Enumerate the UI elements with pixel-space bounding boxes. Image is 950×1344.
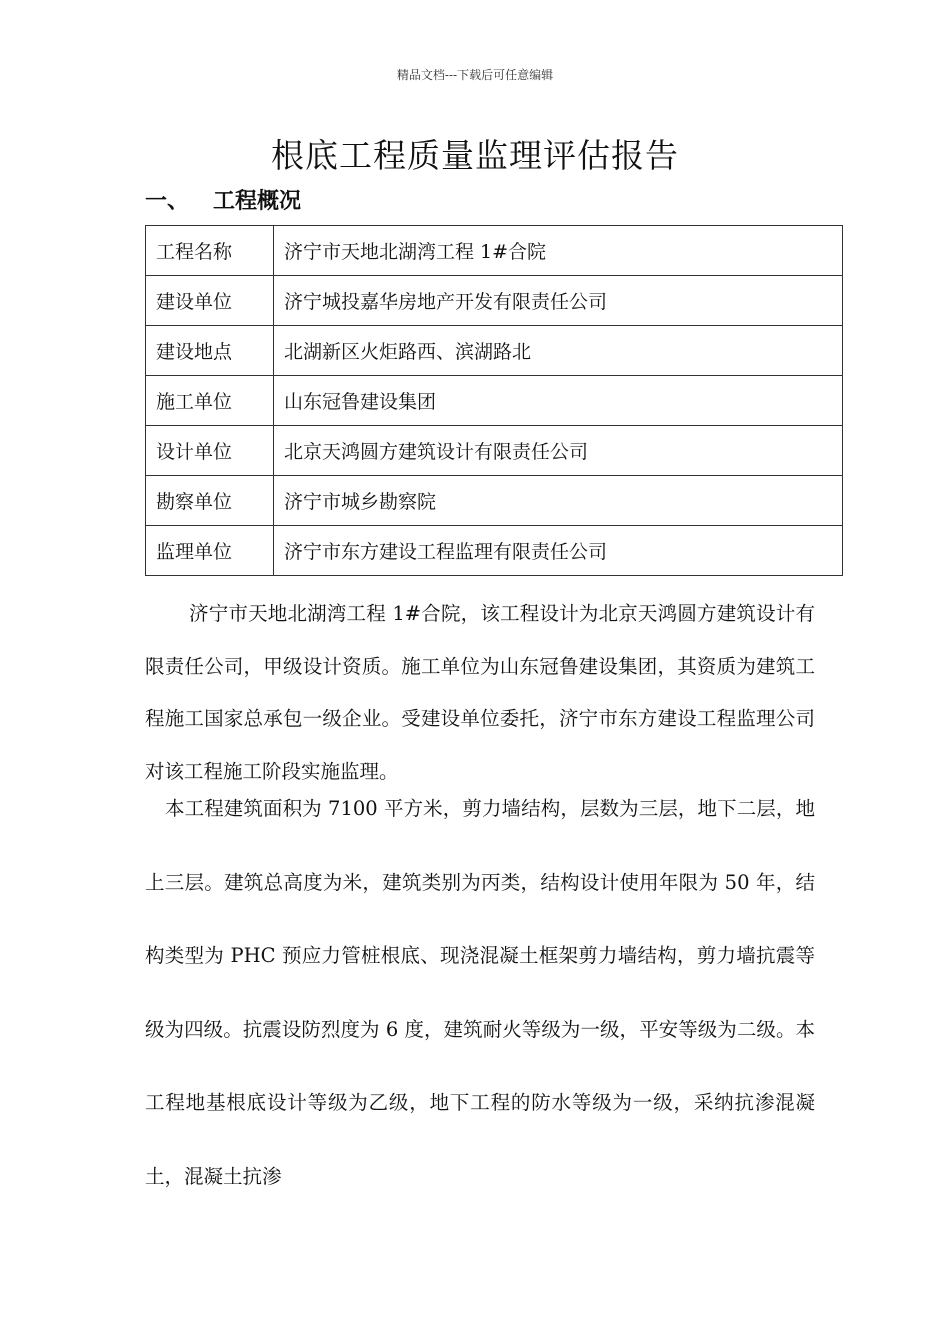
row-label: 施工单位 [146,376,274,426]
table-row [146,476,843,526]
row-value: 济宁市天地北湖湾工程 1#合院 [274,226,843,276]
table-row [146,276,843,326]
row-label: 建设地点 [146,326,274,376]
row-value: 北京天鸿圆方建筑设计有限责任公司 [274,426,843,476]
row-label: 监理单位 [146,526,274,576]
row-value: 山东冠鲁建设集团 [274,376,843,426]
table-row [146,226,843,276]
row-label: 工程名称 [146,226,274,276]
table-row [146,376,843,426]
table-row [146,326,843,376]
section-title: 工程概况 [213,189,302,214]
table-row [146,526,843,576]
row-label: 设计单位 [146,426,274,476]
row-value: 北湖新区火炬路西、滨湖路北 [274,326,843,376]
row-value: 济宁市东方建设工程监理有限责任公司 [274,526,843,576]
document-title: 根底工程质量监理评估报告 [271,136,679,175]
project-details-paragraph: 本工程建筑面积为 7100 平方米，剪力墙结构，层数为三层，地下二层，地上三层。建筑总高度为米，建筑类别为丙类，结构设计使用年限为 50 年，结构类型为 PHC 预应力管桩根底、现浇混凝土框架剪力墙结构，剪力墙抗震等级为四级。抗震设防烈度为 6 度，建筑耐火等级为一级，平安等级为二级。本工程地基根底设计等级为乙级，地下工程的防水等级为一级，采纳抗渗混凝土，混凝土抗渗 [145,797,815,1188]
page-header-note: 精品文档---下载后可任意编辑 [396,68,554,82]
row-label: 建设单位 [146,276,274,326]
table-row [146,426,843,476]
project-overview-table [145,225,843,576]
section-number: 一、 [145,189,190,214]
section-heading [145,184,301,215]
row-label: 勘察单位 [146,476,274,526]
row-value: 济宁城投嘉华房地产开发有限责任公司 [274,276,843,326]
intro-paragraph: 济宁市天地北湖湾工程 1#合院，该工程设计为北京天鸿圆方建筑设计有限责任公司，甲级设计资质。施工单位为山东冠鲁建设集团，其资质为建筑工程施工国家总承包一级企业。受建设单位委托，济宁市东方建设工程监理公司对该工程施工阶段实施监理。 [145,602,815,783]
row-value: 济宁市城乡勘察院 [274,476,843,526]
